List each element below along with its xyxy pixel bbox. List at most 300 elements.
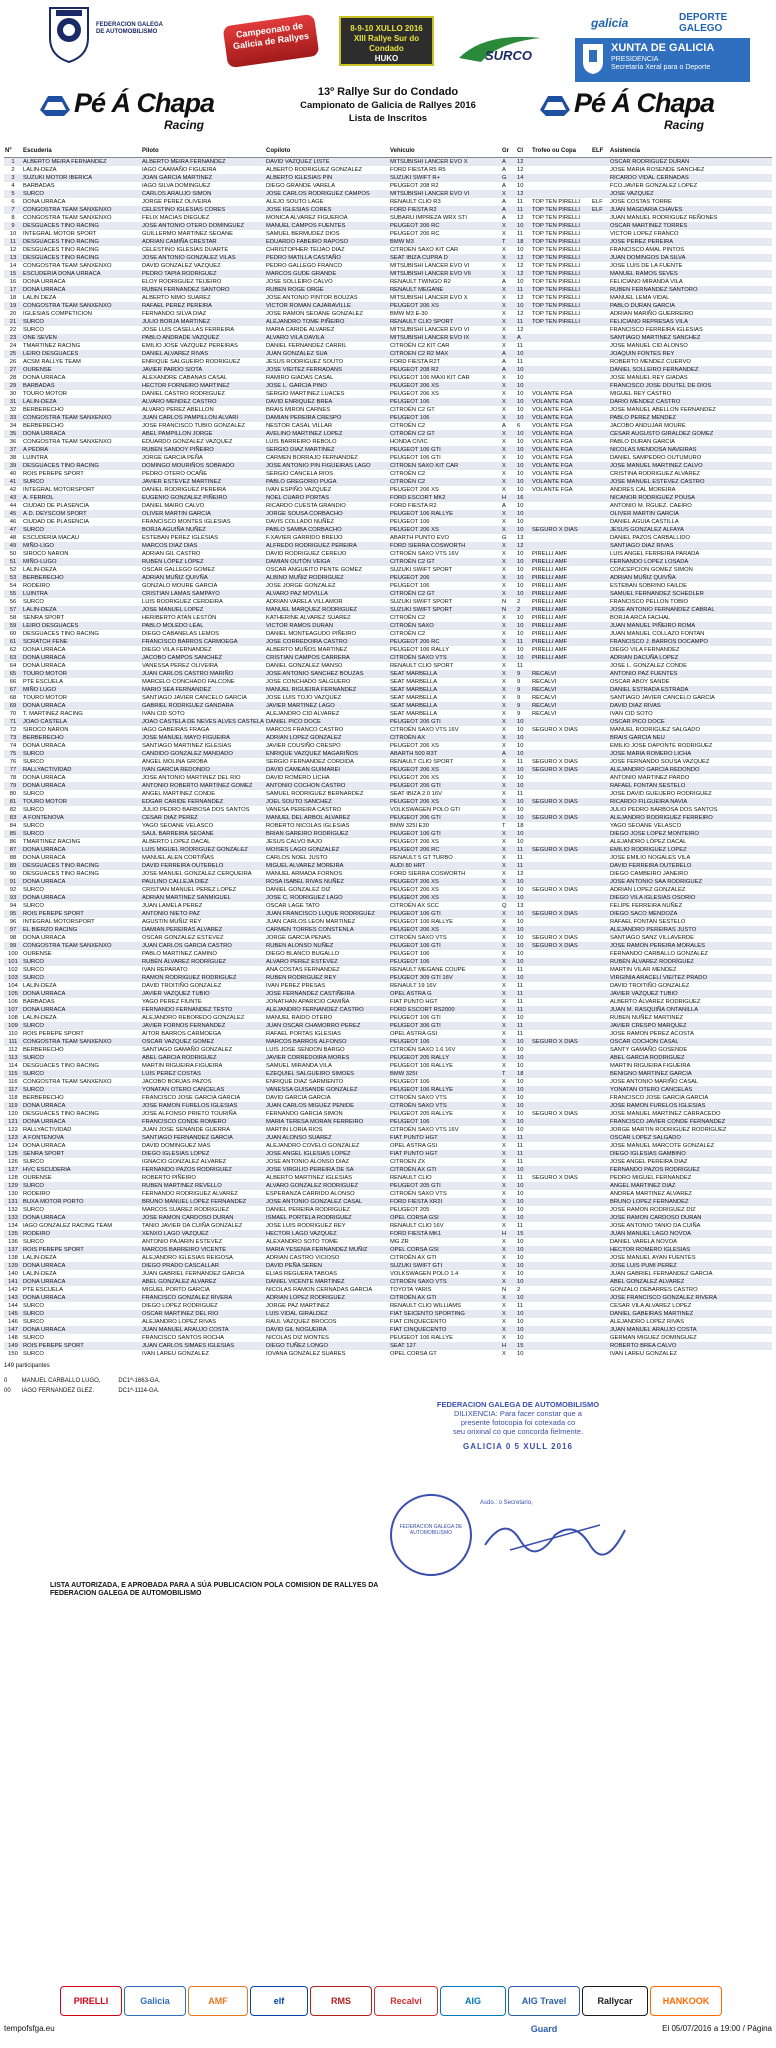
cell-class: 10 [516, 798, 531, 806]
cell-group: A [502, 182, 506, 189]
cell-team: RODEIRO [23, 582, 51, 589]
cell-trophy: TOP TEN PIRELLI [531, 238, 591, 246]
cell-elf [591, 502, 609, 510]
table-row [4, 854, 772, 862]
cell-group: X [501, 670, 516, 678]
cell-trophy: PIRELLI AMF [532, 598, 568, 605]
cell-number: 30 [9, 390, 17, 397]
cell-assistance: SANTIAGO SANZ VILLAVERDE [610, 934, 694, 941]
cell-number: 111 [4, 1038, 22, 1046]
cell-number: 130 [8, 1190, 18, 1197]
cell-number: 138 [8, 1254, 18, 1261]
cell-team: BERBERECHO [23, 422, 64, 429]
cell-assistance: DIEGO CAMBEIRO JANEIRO [610, 870, 688, 877]
table-row [4, 198, 772, 206]
cell-team: CONGOSTRA TEAM SANXENXO [23, 214, 112, 221]
cell-codriver: ALVARO PAZ MOVILLA [265, 590, 389, 598]
cell-assistance: JOSE MANUEL AYAN FUENTES [610, 1254, 696, 1261]
cell-number: 41 [4, 478, 22, 486]
cell-vehicle: MG ZR [390, 1238, 409, 1245]
cell-class: 2 [516, 606, 531, 614]
table-row [4, 486, 772, 494]
cell-group: X [502, 1126, 506, 1133]
cell-group: X [502, 998, 506, 1005]
cell-group: X [501, 318, 516, 326]
cell-number: 39 [4, 462, 22, 470]
campeonato-logo: Campeonato de Galicia de Rallyes [223, 14, 320, 68]
cell-class: 10 [516, 1294, 531, 1302]
cell-class: 13 [517, 902, 524, 909]
cell-class: 6 [517, 422, 521, 429]
cell-trophy: TOP TEN PIRELLI [532, 246, 581, 253]
cell-vehicle: VOLKSWAGEN POLO GTI [390, 806, 461, 813]
cell-vehicle: PEUGEOT 206 XS [389, 766, 501, 774]
cell-elf [591, 710, 609, 718]
table-row [4, 1310, 772, 1318]
table-row [4, 990, 772, 998]
cell-elf [591, 334, 609, 342]
table-row [4, 838, 772, 846]
cell-team: SURCO [22, 1086, 141, 1094]
cell-number: 112 [8, 1046, 18, 1053]
cell-elf [591, 630, 609, 638]
cell-trophy: TOP TEN PIRELLI [531, 222, 591, 230]
cell-group: X [502, 1046, 506, 1053]
cell-trophy: SEGURO X DIAS [531, 942, 591, 950]
cell-team: PTE ESCUELA [23, 1286, 63, 1293]
cell-trophy [531, 742, 591, 750]
cell-class: 14 [516, 174, 531, 182]
cell-trophy [531, 854, 591, 862]
cell-group: X [501, 414, 516, 422]
cell-class: 10 [516, 366, 531, 374]
cell-group: X [502, 550, 506, 557]
table-row [4, 774, 772, 782]
cell-group: X [502, 966, 506, 973]
table-row [4, 950, 772, 958]
cell-class: 11 [516, 638, 531, 646]
table-row [4, 558, 772, 566]
cell-group: A [501, 366, 516, 374]
cell-codriver: IOVANA GONZALEZ SUARES [266, 1350, 346, 1357]
cell-group: X [501, 270, 516, 278]
cell-class: 15 [516, 1230, 531, 1238]
cell-trophy [531, 998, 591, 1006]
cell-elf [591, 1182, 609, 1190]
cell-team: SURCO [23, 966, 44, 973]
cell-codriver: DANIEL GONZALEZ MANSO [266, 662, 343, 669]
cell-elf [591, 974, 609, 982]
cell-elf [591, 1094, 609, 1102]
cell-elf [591, 542, 609, 550]
cell-vehicle: SEAT MARBELLA [389, 670, 501, 678]
cell-vehicle: FORD FIESTA XR2I [389, 1198, 501, 1206]
cell-codriver: EZEQUIEL SALGUEIRO SIMOES [265, 1070, 389, 1078]
cell-codriver: ALFREDO RODRIGUEZ PEREIRA [265, 542, 389, 550]
cell-driver: CRISTIAN MANUEL PEREZ LOPEZ [142, 886, 237, 893]
cell-elf [591, 782, 609, 790]
cell-assistance: RAFAEL FONTAN SESTELO [610, 918, 686, 925]
cell-group: X [502, 934, 506, 941]
cell-team: BERBERECHO [22, 734, 141, 742]
cell-class: 10 [517, 1334, 524, 1341]
table-row [4, 1094, 772, 1102]
cell-vehicle: MITSUBISHI LANCER EVO X [389, 158, 501, 167]
cell-assistance: JOSE MANUEL MARTINEZ CALVO [609, 462, 772, 470]
cell-assistance: JOSE EMILIO NOGALES VILA [610, 854, 691, 861]
cell-assistance: JOSE ANTONIO MARIÑO CASAL [610, 1078, 699, 1085]
cell-codriver: MARCOS GUDE GRANDE [265, 270, 389, 278]
xunta-shield-icon [581, 42, 605, 76]
cell-elf [591, 846, 609, 854]
cell-assistance: JOSE RAMON FURELOS IGLESIAS [609, 1102, 772, 1110]
cell-driver: ALBERTO MEIRA FERNANDEZ [141, 158, 265, 167]
cell-codriver: RUBEN ROGE ORGE [265, 286, 389, 294]
cell-team: LALIN-DEZA [23, 1014, 57, 1021]
table-row [4, 278, 772, 286]
cell-trophy [531, 1150, 591, 1158]
cell-team: DONA URRACA [22, 1294, 141, 1302]
table-row [4, 1350, 772, 1358]
cell-vehicle: MITSUBISHI LANCER EVO IX [389, 334, 501, 342]
cell-group: A [501, 750, 516, 758]
cell-driver: JUAN JOSE SENANDE GUERRA [142, 1126, 230, 1133]
table-row [4, 1150, 772, 1158]
cell-codriver: JOSE C. RODRIGUEZ LAGO [265, 894, 389, 902]
cell-team: SURCO [23, 806, 44, 813]
cell-group: X [501, 1326, 516, 1334]
cell-driver: MARCOS BARREIRO VICENTE [141, 1246, 265, 1254]
cell-vehicle: PEUGEOT 206 [389, 574, 501, 582]
cell-vehicle: SUZUKI SWIFT SPORT [390, 566, 453, 573]
cell-number: 127 [4, 1166, 22, 1174]
cell-trophy [531, 1214, 591, 1222]
cell-vehicle: CITROËN AX GTI [389, 1166, 501, 1174]
cell-number: 71 [4, 718, 22, 726]
cell-vehicle: PEUGEOT 206 XS [389, 926, 501, 934]
cell-assistance: OSCAR ABOY SANDE [610, 678, 670, 685]
cell-number: 82 [9, 806, 17, 813]
col-header-trophy: Trofeo ou Copa [531, 146, 591, 158]
cell-assistance: GONZALO DEBARRES CASTRO [610, 1286, 698, 1293]
cell-driver: RUBEN SANDOY PIÑEIRO [141, 446, 265, 454]
cell-elf [591, 310, 609, 318]
cell-vehicle: PEUGEOT 206 XS [390, 486, 439, 493]
cell-team: SURCO [22, 1022, 141, 1030]
cell-team: TOURO MOTOR [22, 798, 141, 806]
cell-elf [591, 1078, 609, 1086]
cell-team: DONA URRACA [23, 934, 66, 941]
cell-driver: RAMON RODRIGUEZ RODRIGUEZ [141, 974, 265, 982]
table-row [4, 526, 772, 534]
extra-entry-name: IAGO FERNANDEZ GLEZ. [21, 1388, 95, 1394]
cell-vehicle: OPEL ASTRA G [389, 990, 501, 998]
cell-vehicle: OPEL CORSA GSI [389, 1246, 501, 1254]
cell-number: 135 [4, 1230, 22, 1238]
cell-trophy [531, 1310, 591, 1318]
cell-group: X [501, 990, 516, 998]
cell-group: X [502, 342, 506, 349]
cell-driver: ANTONIO ROBERTO MARTINEZ GOMEZ [141, 782, 265, 790]
cell-assistance: JOSE L. GONZALEZ CONDE [610, 662, 687, 669]
cell-class: 10 [517, 502, 524, 509]
cell-group: X [501, 574, 516, 582]
xunta-logo [575, 10, 765, 80]
cell-team: DONA URRACA [22, 654, 141, 662]
cell-number: 115 [4, 1070, 22, 1078]
cell-trophy [531, 1342, 591, 1350]
cell-vehicle: PEUGEOT 106 GTI [389, 446, 501, 454]
cell-team: INTEGRAL MOTOR SPORT [23, 230, 97, 237]
table-row [4, 878, 772, 886]
cell-group: N [501, 606, 516, 614]
table-row [4, 574, 772, 582]
cell-codriver: ENRIQUE VAZQUEZ MAGARIÑOS [265, 750, 389, 758]
cell-team: CIUDAD DE PLASENCIA [23, 518, 90, 525]
cell-vehicle: CITROEN SAXO KIT CAR [390, 246, 459, 253]
cell-class: 11 [517, 1174, 524, 1181]
cell-vehicle: CITROËN AX SCC [390, 902, 439, 909]
cell-vehicle: FORD ESCORT MK2 [389, 494, 501, 502]
cell-assistance: FRANCISCO J. BARROS DOCAMPO [609, 638, 772, 646]
cell-number: 70 [9, 710, 17, 717]
cell-driver: PABLO MOLEDO LEAL [141, 622, 265, 630]
cell-number: 45 [4, 510, 22, 518]
cell-class: 11 [517, 854, 524, 861]
cell-codriver: MANUEL RIGUEIRA FERNANDEZ [265, 686, 389, 694]
cell-trophy: SEGURO X DIAS [532, 934, 578, 941]
cell-number: 116 [8, 1078, 18, 1085]
cell-number: 68 [9, 694, 17, 701]
cell-driver: MARCOS SUAREZ RODRIGUEZ [142, 1206, 229, 1213]
cell-assistance: EMILIO JOSE DAPONTE RODRIGUEZ [610, 742, 713, 749]
cell-assistance: JOSE ANTONIO SAA RODRIGUEZ [609, 878, 772, 886]
cell-team: SURCO [23, 1302, 44, 1309]
cell-team: DONA URRACA [23, 774, 66, 781]
cell-group: X [501, 1134, 516, 1142]
cell-vehicle: OPEL ASTRA GSI [390, 1142, 438, 1149]
cell-vehicle: SUZUKI SWIFT SPORT [389, 606, 501, 614]
cell-number: 149 [4, 1342, 22, 1350]
table-row [4, 1238, 772, 1246]
cell-trophy [531, 358, 591, 366]
cell-class: 10 [516, 414, 531, 422]
entry-list-table [4, 146, 772, 1358]
cell-elf [591, 750, 609, 758]
cell-codriver: ROSA ISABEL RIVAS NUÑEZ [265, 878, 389, 886]
cell-driver: VANESSA PEREZ OLIVEIRA [142, 662, 218, 669]
cell-group: X [502, 1334, 506, 1341]
cell-vehicle: SEAT MARBELLA [390, 678, 438, 685]
cell-group: X [502, 774, 506, 781]
rally-logo-sponsor: HUKO [374, 54, 399, 63]
cell-codriver: JAVIER COUSIÑO CRESPO [266, 742, 341, 749]
cell-class: 11 [517, 1142, 524, 1149]
cell-team: OURENSE [23, 950, 52, 957]
cell-elf [591, 942, 609, 950]
cell-number: 140 [8, 1270, 18, 1277]
cell-elf [591, 1262, 609, 1270]
table-row [4, 1198, 772, 1206]
table-body [4, 158, 772, 1359]
cell-group: X [501, 638, 516, 646]
cell-codriver: JUAN CARLOS MIGUEZ PENIDE [265, 1102, 389, 1110]
cell-class: 12 [516, 190, 531, 198]
cell-assistance: FCO.JAVIER GONZALEZ LOPEZ [610, 182, 698, 189]
cell-codriver: SERGIO MARTINEZ LUACES [266, 390, 345, 397]
cell-class: 10 [516, 382, 531, 390]
cell-codriver: ALBERTO MUÑOS MARTINEZ [266, 646, 348, 653]
cell-vehicle: CITROËN SAXO VTS [390, 1094, 447, 1101]
cell-driver: SAUL BARREIRA SEOANE [141, 830, 265, 838]
cell-team: LALIN-DEZA [23, 1270, 57, 1277]
table-row [4, 750, 772, 758]
cell-class: 10 [516, 1214, 531, 1222]
cell-vehicle: FIAT CINQUECENTO [389, 1326, 501, 1334]
cell-codriver: ALBERTO IGLESIAS PIN [265, 174, 389, 182]
cell-assistance: BORJA ARCA FACHAL [610, 614, 671, 621]
cell-driver: YAGO SEOANE VELASCO [142, 822, 214, 829]
cell-assistance: JUAN MANUEL COLLAZO FONTAN [610, 630, 705, 637]
table-row [4, 350, 772, 358]
cell-class: 10 [517, 390, 524, 397]
cell-assistance: RUBÉN ÁLVAREZ RODRÍGUEZ [609, 958, 772, 966]
cell-codriver: ALEJANDRO CID ALVAREZ [266, 710, 340, 717]
cell-assistance: JOSE LUIS DE LA FUENTE [610, 262, 683, 269]
cell-vehicle: FORD SIERRA COSWORTH [390, 870, 466, 877]
cell-driver: OSCAR VAZQUEZ GOMEZ [141, 1038, 265, 1046]
table-row [4, 1030, 772, 1038]
cell-vehicle: PEUGEOT 206 GTI [389, 782, 501, 790]
cell-class: 10 [517, 886, 524, 893]
cell-team: BARBADAS [23, 998, 55, 1005]
cell-vehicle: PEUGEOT 206 XS [390, 390, 439, 397]
cell-trophy [531, 1022, 591, 1030]
cell-team: OURENSE [23, 1174, 52, 1181]
cell-trophy [531, 1054, 591, 1062]
cell-assistance: JOSE RAMON CARDOSO DURAN [609, 1214, 772, 1222]
rally-logo [339, 16, 434, 66]
cell-assistance: CESAR AUGUSTO GIRALDEZ GOMEZ [609, 430, 772, 438]
cell-vehicle: CITROËN SAXO VTS [390, 934, 447, 941]
cell-team: DONA URRACA [22, 1278, 141, 1286]
table-row [4, 318, 772, 326]
cell-trophy [531, 1206, 591, 1214]
table-row [4, 1166, 772, 1174]
cell-vehicle: CITROËN SAXO 1.6 16V [390, 1046, 456, 1053]
cell-class: 12 [517, 294, 524, 301]
cell-vehicle: FORD ESCORT RS2000 [389, 1006, 501, 1014]
cell-elf [591, 230, 609, 238]
cell-trophy [531, 1350, 591, 1358]
cell-driver: FRANCISCO SANTOS ROCHA [142, 1334, 225, 1341]
cell-group: X [501, 190, 516, 198]
cell-driver: CELESTINO IGLESIAS CORES [141, 206, 265, 214]
list-title: Lista de Inscritos [348, 113, 428, 124]
cell-elf [591, 598, 609, 606]
cell-vehicle: CITROËN AX [389, 734, 501, 742]
cell-elf [591, 654, 609, 662]
cell-elf [591, 350, 609, 358]
cell-group: X [501, 894, 516, 902]
cell-assistance: IVAN LAREU GONZALEZ [610, 1350, 677, 1357]
cell-driver: JACOBO BORJAS PAZOS [142, 1078, 212, 1085]
cell-assistance: FRANCISCO JAVIER CONDE FERNANDEZ [609, 1118, 772, 1126]
cell-elf [591, 1022, 609, 1030]
fga-logo [46, 4, 163, 68]
cell-number: 105 [4, 990, 22, 998]
cell-trophy [531, 1142, 591, 1150]
cell-trophy [531, 990, 591, 998]
cell-number: 120 [8, 1110, 18, 1117]
cell-driver: EMILIO JOSE VAZQUEZ PEREIRAS [142, 342, 238, 349]
table-row [4, 1214, 772, 1222]
cell-driver: FERNANDO PAZOS RODRIGUEZ [141, 1166, 265, 1174]
cell-group: X [501, 1278, 516, 1286]
cell-elf [591, 1158, 609, 1166]
cell-trophy [531, 966, 591, 974]
cell-vehicle: RENAULT MEGANE COUPE [390, 966, 466, 973]
cell-elf [591, 934, 609, 942]
cell-elf [591, 214, 609, 222]
cell-elf [591, 374, 609, 382]
cell-elf [591, 686, 609, 694]
cell-team: DONA URRACA [22, 430, 141, 438]
cell-assistance: PEDRO MIGUEL FERNANDEZ [610, 1174, 692, 1181]
cell-team: DONA URRACA [23, 646, 66, 653]
cell-group: X [502, 1014, 506, 1021]
cell-assistance: EMILIO RODRIGUEZ LOPEZ [609, 846, 772, 854]
extra-entry-number: 0 [4, 1378, 8, 1384]
cell-vehicle: PEUGEOT 306 GTI [389, 1022, 501, 1030]
cell-trophy [531, 1126, 591, 1134]
cell-driver: FERNANDO FERNANDEZ TESTO [141, 1006, 265, 1014]
cell-driver: SANTIAGO MARTINEZ IGLESIAS [142, 742, 232, 749]
cell-trophy [531, 1238, 591, 1246]
cell-team: DONA URRACA [23, 662, 66, 669]
cell-group: X [501, 1022, 516, 1030]
cell-codriver: ALBERTO RODRIGUEZ GONZALEZ [266, 166, 363, 173]
cell-assistance: JUAN DOMINGOS DA SILVA [609, 254, 772, 262]
cell-trophy [531, 1286, 591, 1294]
cell-team: BARBADAS [23, 182, 55, 189]
cell-assistance: ALEJANDRO RODRIGUEZ FERREIRO [609, 814, 772, 822]
cell-driver: IAGO CAAMAÑO FIGUEIRA [142, 166, 217, 173]
table-row [4, 1118, 772, 1126]
cell-driver: JOSE FRANCISCO TUBIO GONZALEZ [142, 422, 245, 429]
cell-number: 65 [4, 670, 22, 678]
cell-team: LALIN DEZA [23, 294, 57, 301]
cell-vehicle: CITROËN C2 [390, 614, 426, 621]
cell-class: 12 [516, 254, 531, 262]
cell-vehicle: CITROËN C2 [389, 478, 501, 486]
cell-trophy: SEGURO X DIAS [532, 1174, 578, 1181]
cell-assistance: CONCEPCION GOMEZ SIMON [610, 566, 693, 573]
cell-number: 119 [4, 1102, 22, 1110]
cell-number: 53 [4, 574, 22, 582]
cell-class: 12 [517, 326, 524, 333]
cell-assistance: YONATAN OTERO CANCELAS [609, 1086, 772, 1094]
cell-vehicle: PEUGEOT 206 XS [389, 302, 501, 310]
cell-group: X [502, 1238, 506, 1245]
cell-assistance: DIEGO VILA FERNANDEZ [610, 646, 680, 653]
cell-class: 11 [517, 982, 524, 989]
table-row [4, 726, 772, 734]
cell-group: X [502, 1302, 506, 1309]
cell-elf [591, 1142, 609, 1150]
cell-vehicle: CITROËN C2 KIT CAR [390, 342, 450, 349]
cell-driver: ENRIQUE SALGUEIRO RODRIGUEZ [142, 358, 241, 365]
